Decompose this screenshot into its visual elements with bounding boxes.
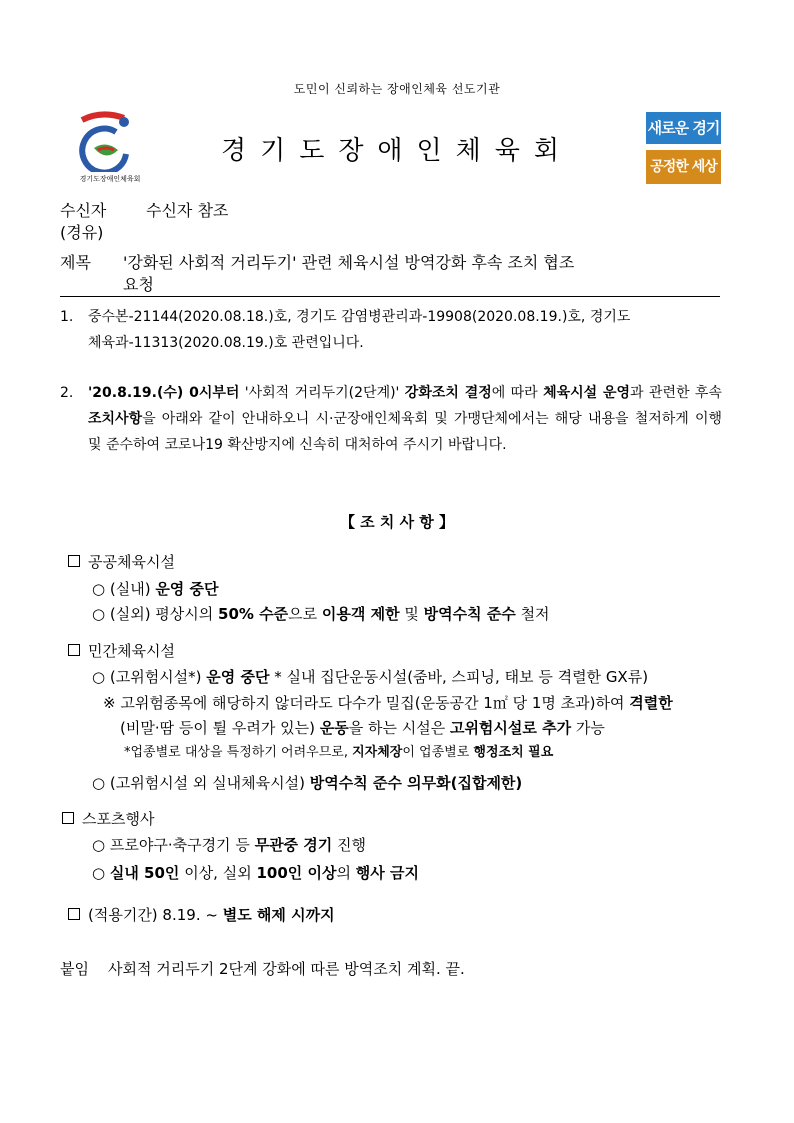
slogan: 도민이 신뢰하는 장애인체육 선도기관 <box>293 82 501 96</box>
item-1-line-1: 중수본-21144(2020.08.18.)호, 경기도 감염병관리과-19908(2020.08.19.)호, 경기도 <box>88 309 631 325</box>
checkbox-square-icon <box>68 908 80 920</box>
org-name-title: 경기도장애인체육회 <box>220 136 574 166</box>
private-line-2: ※ 고위험종목에 해당하지 않더라도 다수가 밀집(운동공간 1㎡ 당 1명 초과)하여 격렬한 <box>103 694 673 712</box>
item-1 <box>60 304 722 356</box>
slogan-badge <box>646 112 721 184</box>
item-1-number: 1. <box>60 309 74 325</box>
private-line-1: ○ (고위험시설*) 운영 중단 * 실내 집단운동시설(줌바, 스피닝, 태보 등 격렬한 GX류) <box>92 668 649 686</box>
via-label: (경유) <box>60 223 104 242</box>
header-divider <box>60 296 720 297</box>
public-facilities-heading: 공공체육시설 <box>68 551 175 573</box>
private-line-3: (비말·땀 등이 튈 우려가 있는) 운동을 하는 시설은 고위험시설로 추가 가능 <box>120 719 605 737</box>
subject-line-1: '강화된 사회적 거리두기' 관련 체육시설 방역강화 후속 조치 협조 <box>123 253 575 272</box>
events-line-2: ○ 실내 50인 이상, 실외 100인 이상의 행사 금지 <box>92 864 419 882</box>
subject-line-2: 요청 <box>123 275 154 294</box>
logo-caption: 경기도장애인체육회 <box>79 175 141 183</box>
attachment-text: 사회적 거리두기 2단계 강화에 따른 방역조치 계획. 끝. <box>108 960 465 978</box>
public-line-2: ○ (실외) 평상시의 50% 수준으로 이용객 제한 및 방역수칙 준수 철저 <box>92 605 550 623</box>
measures-title: 【 조 치 사 항 】 <box>339 513 455 531</box>
item-2 <box>60 380 722 458</box>
private-line-5: ○ (고위험시설 외 실내체육시설) 방역수칙 준수 의무화(집합제한) <box>92 774 523 792</box>
badge-bottom-text: 공정한 세상 <box>646 150 721 184</box>
recipient-value: 수신자 참조 <box>146 201 229 220</box>
private-facilities-heading: 민간체육시설 <box>68 640 175 662</box>
application-period: (적용기간) 8.19. ~ 별도 해제 시까지 <box>68 904 335 926</box>
subject-label: 제목 <box>60 253 91 272</box>
recipient-label: 수신자 <box>60 201 107 220</box>
checkbox-square-icon <box>68 644 80 656</box>
public-line-1: ○ (실내) 운영 중단 <box>92 580 219 598</box>
private-line-4: *업종별로 대상을 특정하기 어려우므로, 지자체장이 업종별로 행정조치 필요 <box>124 745 554 760</box>
item-1-line-2: 체육과-11313(2020.08.19.)호 관련입니다. <box>88 335 364 351</box>
events-line-1: ○ 프로야구·축구경기 등 무관중 경기 진행 <box>92 836 367 854</box>
badge-top-text: 새로운 경기 <box>646 112 721 144</box>
attachment-label: 붙임 <box>60 960 89 978</box>
item-2-text: '20.8.19.(수) 0시부터 '사회적 거리두기(2단계)' 강화조치 결정에 따라 체육시설 운영과 관련한 후속 조치사항을 아래와 같이 안내하오니 시·군장애인체육회 및 가맹단체에서는 해당 내용을 철저하게 이행 및 준수하여 코로나19 확산방지에 신속히 대처하여 주시기 바랍니다. <box>88 385 722 453</box>
checkbox-square-icon <box>68 555 80 567</box>
item-2-number: 2. <box>60 385 74 401</box>
checkbox-square-icon <box>62 812 74 824</box>
sports-events-heading: 스포츠행사 <box>62 808 154 830</box>
